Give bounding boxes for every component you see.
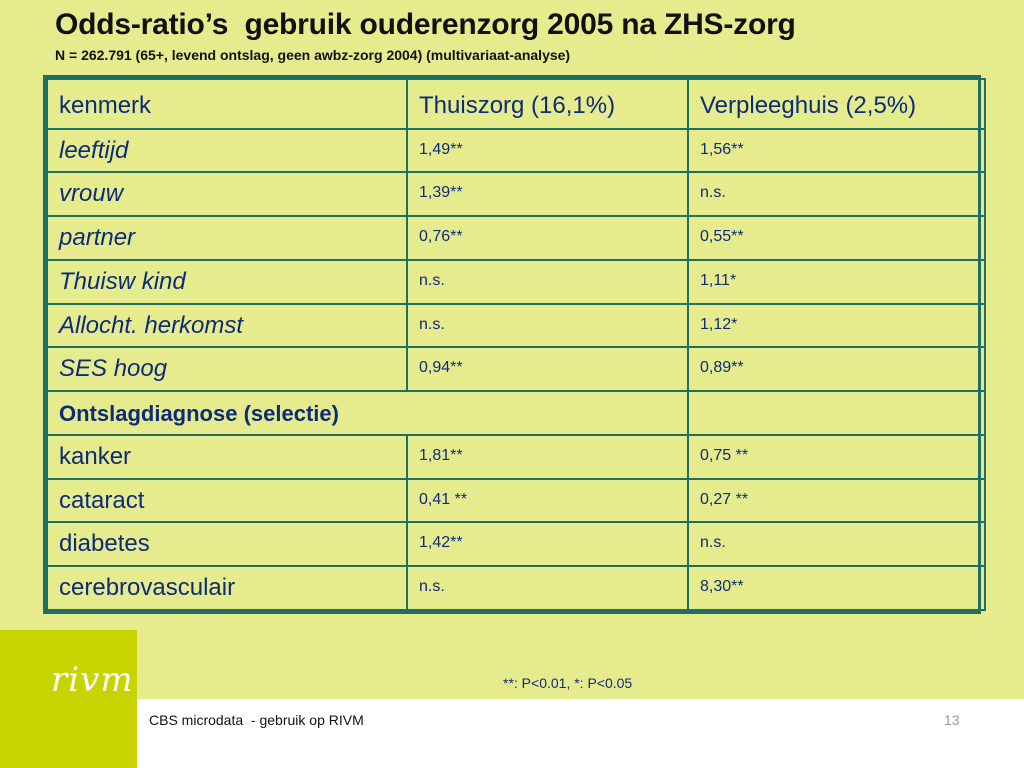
cell-verpleeghuis: 8,30** [688, 566, 985, 610]
page-number: 13 [944, 712, 960, 728]
cell-thuiszorg: 0,76** [407, 216, 688, 260]
table-header-row [47, 79, 985, 129]
row-label: Thuisw kind [47, 260, 407, 304]
slide-subtitle: N = 262.791 (65+, levend ontslag, geen awbz-zorg 2004) (multivariaat-analyse) [55, 47, 571, 63]
row-label: SES hoog [47, 347, 407, 391]
row-label: Allocht. herkomst [47, 304, 407, 348]
cell-thuiszorg: n.s. [407, 260, 688, 304]
cell-verpleeghuis: 1,56** [688, 129, 985, 173]
cell-thuiszorg: n.s. [407, 566, 688, 610]
row-label: cataract [47, 479, 407, 523]
slide-title: Odds-ratio’s gebruik ouderenzorg 2005 na ZHS-zorg [55, 8, 796, 41]
cell-thuiszorg: n.s. [407, 304, 688, 348]
table-row [47, 479, 985, 523]
column-header-verpleeghuis: Verpleeghuis (2,5%) [688, 79, 985, 129]
table-row [47, 260, 985, 304]
cell-verpleeghuis: 0,75 ** [688, 435, 985, 479]
rivm-logo: rivm [51, 660, 134, 700]
table-row [47, 216, 985, 260]
table-row [47, 435, 985, 479]
empty-cell [688, 391, 985, 435]
cell-verpleeghuis: n.s. [688, 522, 985, 566]
table-row [47, 347, 985, 391]
odds-ratio-table [43, 75, 981, 614]
row-label: cerebrovasculair [47, 566, 407, 610]
cell-thuiszorg: 1,42** [407, 522, 688, 566]
row-label: leeftijd [47, 129, 407, 173]
cell-thuiszorg: 1,39** [407, 172, 688, 216]
column-header-kenmerk: kenmerk [47, 79, 407, 129]
cell-verpleeghuis: 0,89** [688, 347, 985, 391]
footer-bar [137, 699, 1024, 768]
cell-thuiszorg: 0,41 ** [407, 479, 688, 523]
table-row [47, 129, 985, 173]
section-label: Ontslagdiagnose (selectie) [47, 391, 688, 435]
cell-verpleeghuis: n.s. [688, 172, 985, 216]
cell-thuiszorg: 1,49** [407, 129, 688, 173]
row-label: diabetes [47, 522, 407, 566]
row-label: vrouw [47, 172, 407, 216]
significance-footnote: **: P<0.01, *: P<0.05 [503, 675, 633, 691]
table-row [47, 304, 985, 348]
cell-thuiszorg: 0,94** [407, 347, 688, 391]
table-row [47, 566, 985, 610]
footer-text: CBS microdata - gebruik op RIVM [149, 712, 364, 728]
table-row [47, 172, 985, 216]
cell-verpleeghuis: 1,11* [688, 260, 985, 304]
table-row [47, 522, 985, 566]
cell-verpleeghuis: 0,55** [688, 216, 985, 260]
row-label: kanker [47, 435, 407, 479]
cell-thuiszorg: 1,81** [407, 435, 688, 479]
row-label: partner [47, 216, 407, 260]
cell-verpleeghuis: 0,27 ** [688, 479, 985, 523]
cell-verpleeghuis: 1,12* [688, 304, 985, 348]
column-header-thuiszorg: Thuiszorg (16,1%) [407, 79, 688, 129]
section-header-row [47, 391, 985, 435]
